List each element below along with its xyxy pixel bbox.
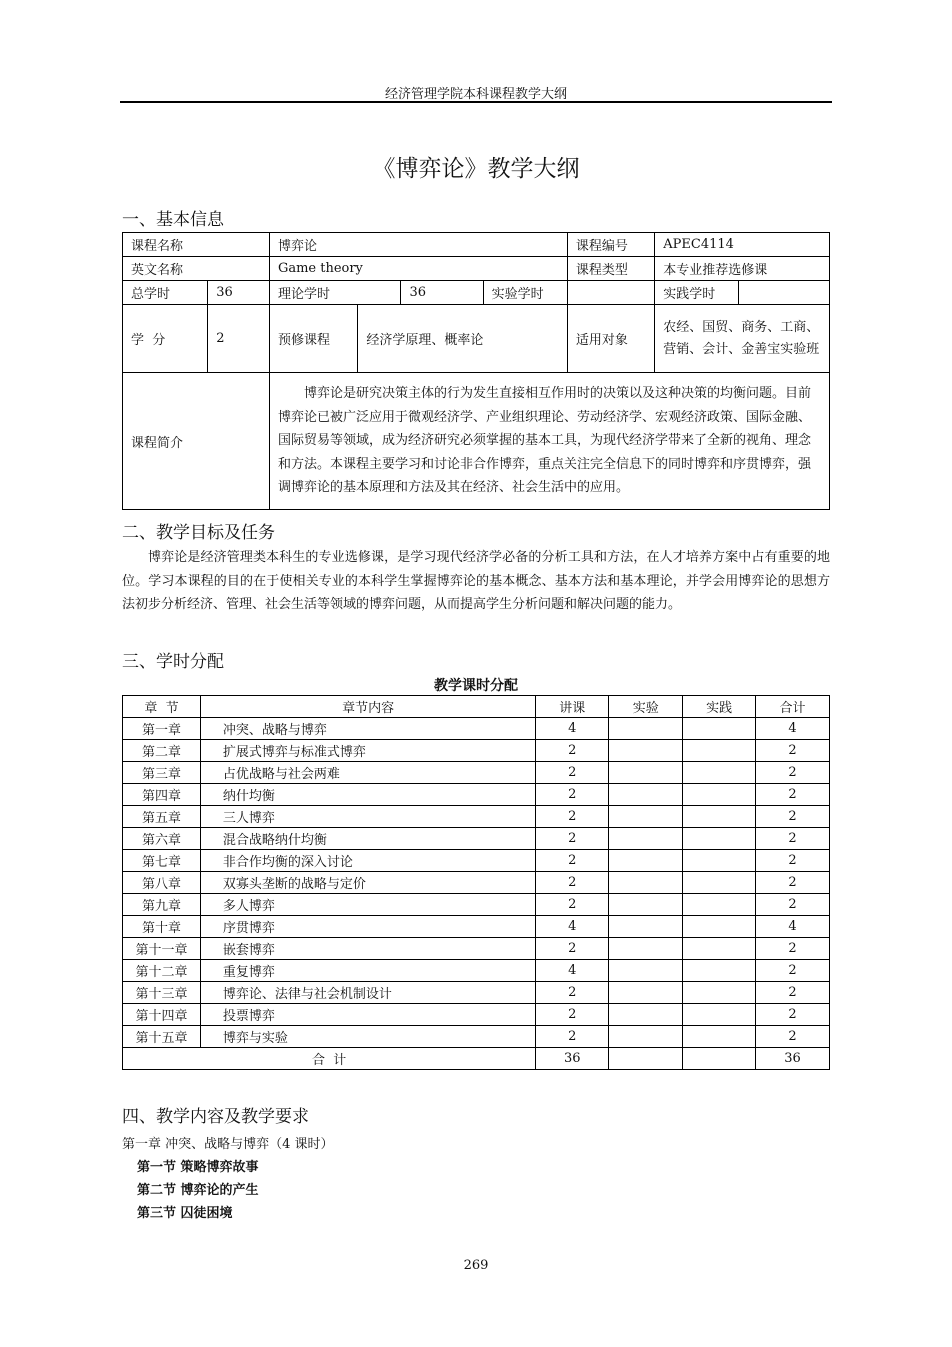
row-practice [683, 784, 756, 806]
chapter-1-section-2: 第二节 博弈论的产生 [137, 1183, 259, 1198]
row-practice [683, 828, 756, 850]
row-chapter: 第八章 [123, 872, 201, 894]
row-total: 2 [756, 806, 830, 828]
row-lecture: 2 [536, 828, 609, 850]
row-content: 嵌套博弈 [200, 938, 535, 960]
row-content: 双寡头垄断的战略与定价 [200, 872, 535, 894]
table-row [123, 960, 830, 982]
row-practice [683, 894, 756, 916]
row-lab [609, 762, 683, 784]
row-lecture: 2 [536, 872, 609, 894]
row-total: 2 [756, 938, 830, 960]
row-practice [683, 872, 756, 894]
practice-hours-value [738, 281, 830, 305]
hours-header-total: 合计 [756, 696, 830, 718]
table-row [123, 982, 830, 1004]
row-content: 混合战略纳什均衡 [200, 828, 535, 850]
row-total: 4 [756, 718, 830, 740]
row-lecture: 4 [536, 718, 609, 740]
row-lecture: 2 [536, 850, 609, 872]
course-type-value: 本专业推荐选修课 [655, 257, 830, 281]
row-lecture: 2 [536, 1026, 609, 1048]
row-lab [609, 872, 683, 894]
row-content: 三人博弈 [200, 806, 535, 828]
row-chapter: 第十四章 [123, 1004, 201, 1026]
english-name-label: 英文名称 [123, 257, 270, 281]
lab-hours-label: 实验学时 [483, 281, 567, 305]
theory-hours-value: 36 [401, 281, 483, 305]
row-lab [609, 718, 683, 740]
row-content: 扩展式博弈与标准式博弈 [200, 740, 535, 762]
row-lab [609, 806, 683, 828]
row-practice [683, 960, 756, 982]
hours-total-practice [683, 1048, 756, 1070]
document-title: 《博弈论》教学大纲 [372, 156, 580, 182]
row-total: 2 [756, 828, 830, 850]
row-chapter: 第四章 [123, 784, 201, 806]
table-row [123, 718, 830, 740]
total-hours-value: 36 [208, 281, 270, 305]
row-lab [609, 960, 683, 982]
basic-info-table [122, 232, 830, 510]
row-content: 非合作均衡的深入讨论 [200, 850, 535, 872]
row-chapter: 第十三章 [123, 982, 201, 1004]
row-content: 博弈论、法律与社会机制设计 [200, 982, 535, 1004]
table-row [123, 1026, 830, 1048]
hours-total-label: 合 计 [123, 1048, 536, 1070]
row-content: 纳什均衡 [200, 784, 535, 806]
hours-header-practice: 实践 [683, 696, 756, 718]
row-content: 博弈与实验 [200, 1026, 535, 1048]
course-code-value: APEC4114 [655, 233, 830, 257]
row-lecture: 4 [536, 916, 609, 938]
row-chapter: 第十一章 [123, 938, 201, 960]
credits-value: 2 [208, 305, 270, 373]
row-chapter: 第十章 [123, 916, 201, 938]
course-type-label: 课程类型 [567, 257, 654, 281]
row-lecture: 2 [536, 894, 609, 916]
row-chapter: 第九章 [123, 894, 201, 916]
row-chapter: 第二章 [123, 740, 201, 762]
row-lecture: 2 [536, 1004, 609, 1026]
row-lecture: 2 [536, 740, 609, 762]
row-content: 投票博弈 [200, 1004, 535, 1026]
hours-header-lab: 实验 [609, 696, 683, 718]
row-content: 多人博弈 [200, 894, 535, 916]
row-lab [609, 982, 683, 1004]
row-lab [609, 850, 683, 872]
row-chapter: 第十五章 [123, 1026, 201, 1048]
row-lab [609, 938, 683, 960]
row-content: 重复博弈 [200, 960, 535, 982]
chapter-1-section-3: 第三节 囚徒困境 [137, 1206, 233, 1221]
row-total: 2 [756, 894, 830, 916]
row-lab [609, 828, 683, 850]
prereq-value: 经济学原理、概率论 [358, 305, 568, 373]
hours-total-lab [609, 1048, 683, 1070]
table-row [123, 784, 830, 806]
row-total: 2 [756, 1004, 830, 1026]
row-lab [609, 1004, 683, 1026]
table-row [123, 762, 830, 784]
row-practice [683, 1004, 756, 1026]
row-total: 2 [756, 740, 830, 762]
intro-label: 课程简介 [123, 373, 270, 510]
lab-hours-value [567, 281, 654, 305]
section-heading-basic-info: 一、基本信息 [122, 210, 224, 230]
row-lecture: 2 [536, 762, 609, 784]
audience-label: 适用对象 [567, 305, 654, 373]
header-rule [120, 101, 832, 103]
table-row [123, 850, 830, 872]
total-hours-label: 总学时 [123, 281, 208, 305]
row-total: 2 [756, 784, 830, 806]
practice-hours-label: 实践学时 [655, 281, 738, 305]
table-row [123, 806, 830, 828]
row-chapter: 第十二章 [123, 960, 201, 982]
row-lab [609, 740, 683, 762]
theory-hours-label: 理论学时 [269, 281, 401, 305]
row-practice [683, 982, 756, 1004]
row-total: 2 [756, 982, 830, 1004]
row-practice [683, 1026, 756, 1048]
table-row [123, 828, 830, 850]
row-practice [683, 718, 756, 740]
row-lecture: 2 [536, 938, 609, 960]
row-practice [683, 762, 756, 784]
row-lab [609, 894, 683, 916]
row-total: 2 [756, 1026, 830, 1048]
row-practice [683, 938, 756, 960]
chapter-1-section-1: 第一节 策略博弈故事 [137, 1160, 259, 1175]
row-chapter: 第五章 [123, 806, 201, 828]
row-content: 冲突、战略与博弈 [200, 718, 535, 740]
audience-value: 农经、国贸、商务、工商、营销、会计、金善宝实验班 [655, 305, 830, 373]
row-lab [609, 916, 683, 938]
chapter-1-heading: 第一章 冲突、战略与博弈（4 课时） [122, 1137, 334, 1152]
intro-text: 博弈论是研究决策主体的行为发生直接相互作用时的决策以及这种决策的均衡问题。目前博弈论已被广泛应用于微观经济学、产业组织理论、劳动经济学、宏观经济政策、国际金融、国际贸易等领域，成为经济研究必须掌握的基本工具，为现代经济学带来了全新的视角、理念和方法。本课程主要学习和讨论非合作博弈，重点关注完全信息下的同时博弈和序贯博弈，强调博弈论的基本原理和方法及其在经济、社会生活中的应用。 [269, 373, 829, 510]
table-row [123, 872, 830, 894]
row-lecture: 2 [536, 806, 609, 828]
hours-header-chapter: 章 节 [123, 696, 201, 718]
section-heading-content: 四、教学内容及教学要求 [122, 1107, 309, 1127]
course-name-value: 博弈论 [269, 233, 567, 257]
row-lecture: 2 [536, 982, 609, 1004]
table-row [123, 894, 830, 916]
hours-header-content: 章节内容 [200, 696, 535, 718]
row-chapter: 第三章 [123, 762, 201, 784]
section-heading-hours: 三、学时分配 [122, 652, 224, 672]
credits-label: 学 分 [123, 305, 208, 373]
course-code-label: 课程编号 [567, 233, 654, 257]
table-row [123, 916, 830, 938]
table-row [123, 740, 830, 762]
row-lecture: 4 [536, 960, 609, 982]
row-total: 2 [756, 960, 830, 982]
hours-total-sum: 36 [756, 1048, 830, 1070]
page-number: 269 [463, 1258, 489, 1273]
section-heading-objectives: 二、教学目标及任务 [122, 523, 275, 543]
row-content: 占优战略与社会两难 [200, 762, 535, 784]
hours-table [122, 695, 830, 1070]
hours-total-lecture: 36 [536, 1048, 609, 1070]
row-content: 序贯博弈 [200, 916, 535, 938]
row-lab [609, 784, 683, 806]
row-total: 2 [756, 850, 830, 872]
row-practice [683, 916, 756, 938]
prereq-label: 预修课程 [269, 305, 357, 373]
row-practice [683, 850, 756, 872]
row-total: 2 [756, 762, 830, 784]
course-name-label: 课程名称 [123, 233, 270, 257]
table-row [123, 938, 830, 960]
row-lecture: 2 [536, 784, 609, 806]
row-chapter: 第一章 [123, 718, 201, 740]
row-chapter: 第六章 [123, 828, 201, 850]
hours-header-lecture: 讲课 [536, 696, 609, 718]
objectives-paragraph: 博弈论是经济管理类本科生的专业选修课，是学习现代经济学必备的分析工具和方法，在人才培养方案中占有重要的地位。学习本课程的目的在于使相关专业的本科学生掌握博弈论的基本概念、基本方法和基本理论，并学会用博弈论的思想方法初步分析经济、管理、社会生活等领域的博弈问题，从而提高学生分析问题和解决问题的能力。 [122, 550, 830, 612]
row-chapter: 第七章 [123, 850, 201, 872]
table-row [123, 1004, 830, 1026]
row-total: 4 [756, 916, 830, 938]
english-name-value: Game theory [269, 257, 567, 281]
row-practice [683, 806, 756, 828]
hours-table-caption: 教学课时分配 [434, 678, 518, 694]
row-practice [683, 740, 756, 762]
row-total: 2 [756, 872, 830, 894]
running-header: 经济管理学院本科课程教学大纲 [384, 87, 567, 102]
row-lab [609, 1026, 683, 1048]
